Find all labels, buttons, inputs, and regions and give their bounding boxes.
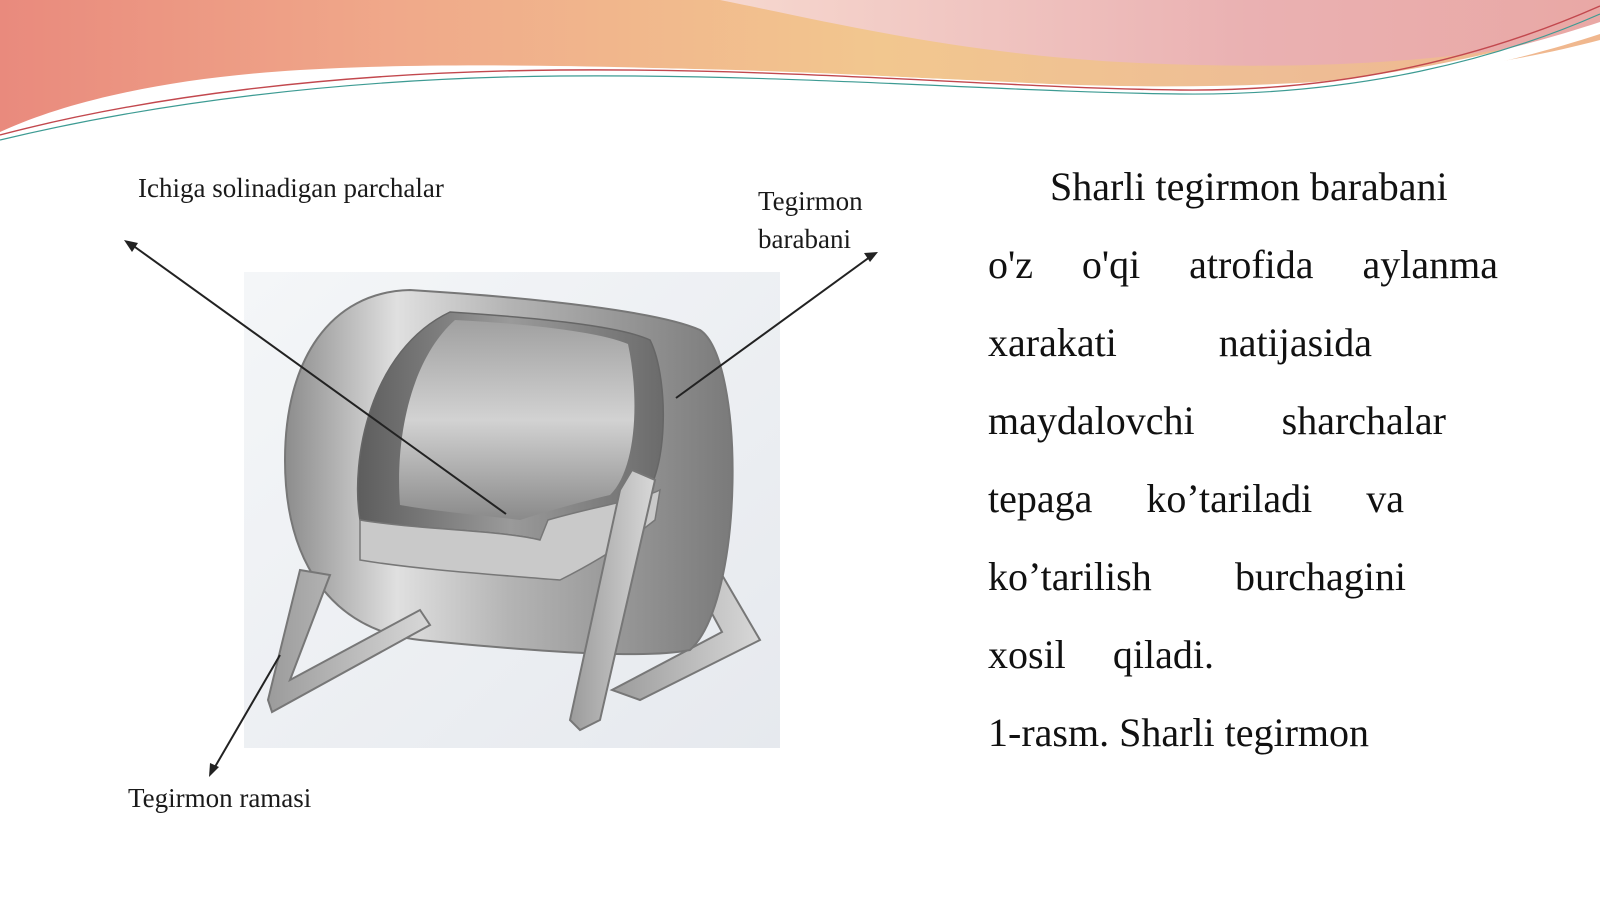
word: ko’tarilish [988,554,1152,599]
text-line-2 [988,226,1498,304]
word: natijasida [1218,320,1372,365]
word: sharchalar [1281,398,1446,443]
arrow-frame-head [209,763,219,777]
label-inserted-parts: Ichiga solinadigan parchalar [138,173,444,203]
drum-back-wall [399,320,634,520]
label-mill-drum [758,182,863,258]
word: maydalovchi [988,398,1195,443]
word: qiladi. [1112,632,1214,677]
word: atrofida [1189,242,1314,287]
figure-caption: 1-rasm. Sharli tegirmon [988,710,1370,755]
text-line-7 [988,616,1214,694]
word: xosil [988,632,1066,677]
text-line-4 [988,382,1446,460]
word: xarakati [988,320,1117,365]
text-line-5 [988,460,1404,538]
word: o'qi [1081,242,1141,287]
label-mill-drum-line2: barabani [758,224,851,254]
text-line-6 [988,538,1406,616]
word: va [1366,476,1404,521]
text-line-3 [988,304,1372,382]
arrow-parts-head [124,240,138,252]
word: aylanma [1362,242,1498,287]
word: ko’tariladi [1146,476,1313,521]
description-text [988,148,1548,772]
label-mill-frame: Tegirmon ramasi [128,783,312,813]
word: tepaga [988,476,1093,521]
text-line-1: Sharli tegirmon barabani [1050,164,1448,209]
word: o'z [988,242,1033,287]
label-mill-drum-line1: Tegirmon [758,186,863,216]
word: burchagini [1234,554,1406,599]
